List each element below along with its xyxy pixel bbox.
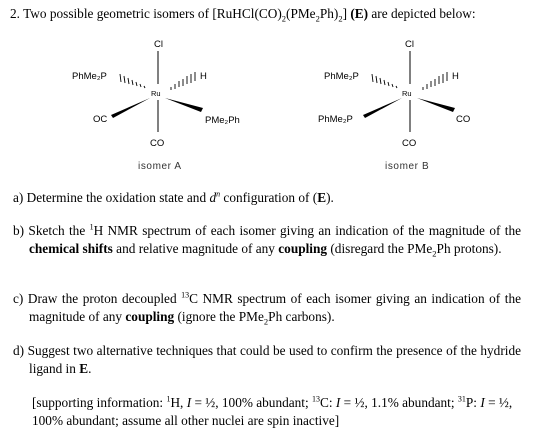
isomer-b-lower-left-ligand: PhMe₂P	[318, 114, 353, 125]
isomer-b-upper-left-ligand: PhMe₂P	[324, 71, 359, 82]
structures-svg	[0, 28, 540, 178]
part-a: a) Determine the oxidation state and $d^n$ configuration of (E).	[13, 189, 334, 205]
question-header	[10, 6, 535, 22]
isomer-a-top-ligand: Cl	[154, 39, 163, 50]
isomer-a-lower-left-ligand: OC	[93, 114, 108, 125]
isomer-a-lower-right-ligand: PMe₂Ph	[205, 115, 240, 126]
isomer-b-lower-right-ligand: CO	[456, 114, 471, 125]
isomer-b-structure	[318, 39, 470, 172]
isomer-a-upper-right-ligand: H	[200, 71, 207, 82]
compound-label: (E)	[350, 6, 369, 21]
supporting-information: [supporting information: $^1$H, I = ½, 100% abundant; $^{13}$C: I = ½, 1.1% abundant; $^{31}$P: I = ½, 100% abundant; assume all other nuclei are spin inactive]	[32, 394, 513, 428]
isomer-a-caption: isomer A	[138, 161, 182, 172]
isomer-a-structure	[72, 39, 240, 172]
question-intro: Two possible geometric isomers of $[RuHCl(CO)_2(PMe_2Ph)_2]$ (E) are depicted below:	[23, 6, 476, 24]
isomer-b-bond-upper-left	[372, 74, 397, 88]
part-d: d) Suggest two alternative techniques that could be used to confirm the presence of the hydride ligand in E.	[13, 343, 521, 376]
isomer-a-metal: Ru	[151, 89, 161, 98]
isomer-a-bond-upper-left	[120, 74, 145, 88]
isomer-b-metal: Ru	[402, 89, 412, 98]
isomer-b-bond-upper-right	[423, 72, 447, 90]
isomer-b-top-ligand: Cl	[405, 39, 414, 50]
isomer-a-upper-left-ligand: PhMe₂P	[72, 71, 107, 82]
isomer-b-bond-lower-left	[363, 98, 402, 118]
isomer-structures	[0, 28, 540, 178]
isomer-a-bond-lower-right	[165, 98, 203, 112]
part-c: c) Draw the proton decoupled $^{13}$C NMR spectrum of each isomer giving an indication of the magnitude of any coupling (ignore the PMe$_2$Ph carbons).	[13, 290, 521, 327]
isomer-a-bond-lower-left	[111, 98, 150, 118]
isomer-b-bottom-ligand: CO	[402, 138, 417, 149]
question-number: 2.	[10, 6, 20, 21]
part-b: b) Sketch the $^1$H NMR spectrum of each isomer giving an indication of the magnitude of the chemical shifts and relative magnitude of any coupling (disregard the PMe$_2$Ph protons).	[13, 222, 522, 259]
isomer-a-bond-upper-right	[171, 72, 195, 90]
isomer-b-upper-right-ligand: H	[452, 71, 459, 82]
isomer-a-bottom-ligand: CO	[150, 138, 165, 149]
isomer-b-bond-lower-right	[417, 98, 455, 112]
isomer-b-caption: isomer B	[385, 161, 430, 172]
